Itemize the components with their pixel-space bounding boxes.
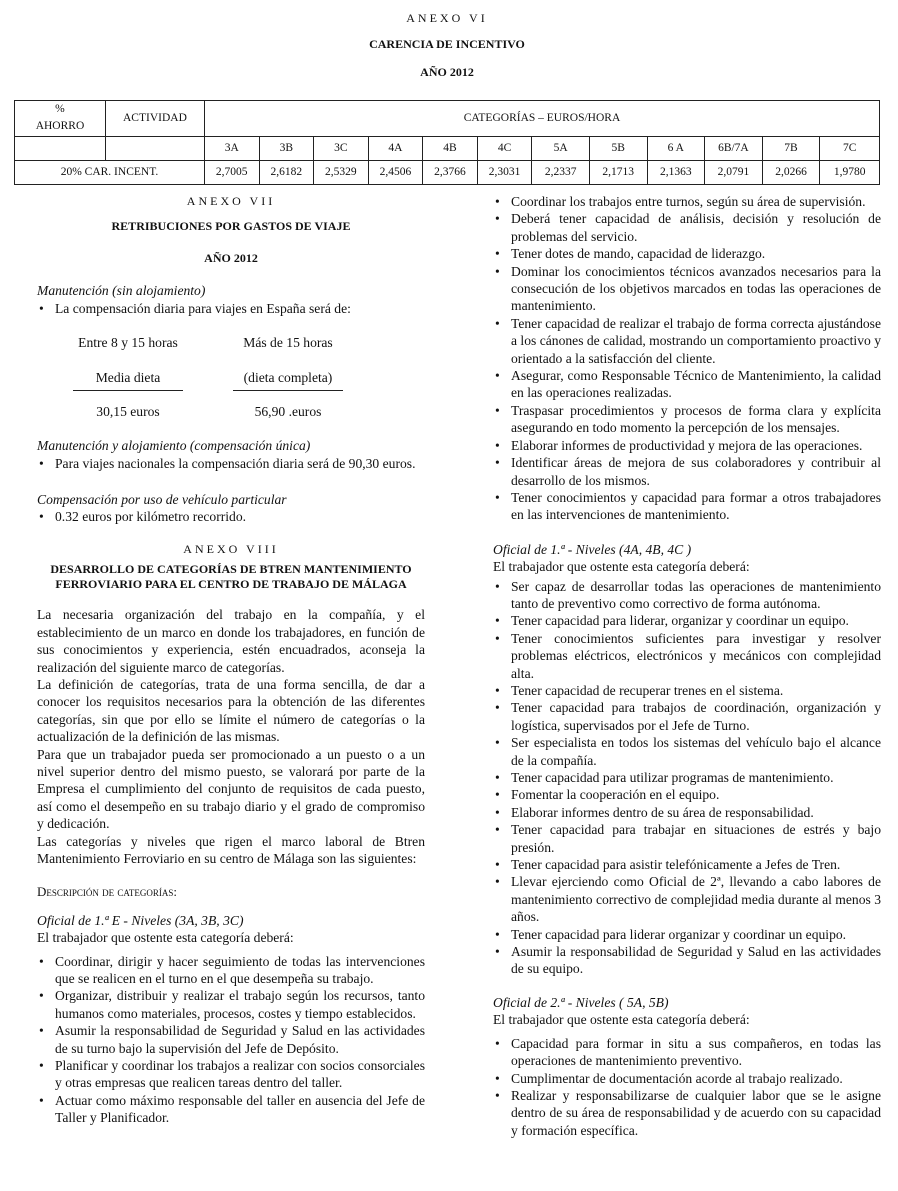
dieta-row-3 <box>63 403 353 420</box>
vehiculo-list <box>37 508 425 525</box>
cat-cell: 7C <box>820 136 880 160</box>
cat-cell: 4B <box>423 136 478 160</box>
header-actividad: ACTIVIDAD <box>105 101 204 137</box>
header-ahorro <box>15 101 106 137</box>
list-item: • Coordinar, dirigir y hacer seguimiento de todas las intervenciones que se realicen en el turno en el que desempeña su trabajo. <box>37 953 425 988</box>
oficial-2-heading: Oficial de 2.ª - Niveles ( 5A, 5B) <box>493 994 669 1010</box>
row-label: 20% CAR. INCENT. <box>15 160 205 184</box>
value-cell: 2,0266 <box>762 160 820 184</box>
annex-vi-label: ANEXO VI <box>406 11 488 25</box>
header-ahorro-label: AHORRO <box>35 120 85 133</box>
annex-vi-year: AÑO 2012 <box>420 64 474 79</box>
paragraph: La definición de categorías, trata de una forma sencilla, de dar a conocer los requisitos necesarios para la obtención de las diferentes categorías, sin que por ello se límite el número de categorías o la actualización de la definición de las mismas. <box>37 676 425 745</box>
vehiculo-heading: Compensación por uso de vehículo particular <box>37 492 287 508</box>
annex-viii-title-2: FERROVIARIO PARA EL CENTRO DE TRABAJO DE MÁLAGA <box>55 577 407 592</box>
list-item: • Organizar, distribuir y realizar el trabajo según los recursos, tanto humanos como materiales, procesos, costes y tiempo establecidos. <box>37 987 425 1022</box>
oficial-1-heading: Oficial de 1.ª - Niveles (4A, 4B, 4C ) <box>493 541 692 557</box>
cat-cell: 6B/7A <box>705 136 763 160</box>
list-item: • Tener capacidad para liderar organizar y coordinar un equipo. <box>493 926 881 943</box>
oficial-1-list <box>493 578 881 978</box>
oficial-2-intro: El trabajador que ostente esta categoría deberá: <box>493 1012 750 1028</box>
dieta-cell: (dieta completa) <box>233 369 343 390</box>
annex-vii-year: AÑO 2012 <box>204 250 258 265</box>
incentive-table <box>14 100 880 185</box>
paragraph: Para que un trabajador pueda ser promocionado a un puesto o a un nivel superior dentro del mismo puesto, se valorará por parte de la Empresa el cumplimiento del conjunto de requisitos de cada puesto, así como el desempeño en su trabajo diario y el grado de compromiso y dedicación. <box>37 746 425 832</box>
annex-viii-label: ANEXO VIII <box>183 541 279 556</box>
value-cell: 2,3031 <box>477 160 532 184</box>
value-cell: 2,7005 <box>204 160 259 184</box>
list-item: • La compensación diaria para viajes en España será de: <box>37 300 425 317</box>
list-item: • Coordinar los trabajos entre turnos, según su área de supervisión. <box>493 193 881 210</box>
annex-viii-title-1: DESARROLLO DE CATEGORÍAS DE BTREN MANTENIMIENTO <box>50 562 412 577</box>
oficial-2-list <box>493 1035 881 1139</box>
list-item: • Tener dotes de mando, capacidad de liderazgo. <box>493 245 881 262</box>
oficial-1e-list-cont <box>493 193 881 524</box>
list-item: • Asumir la responsabilidad de Seguridad y Salud en las actividades de su turno bajo la supervisión del Jefe de Depósito. <box>37 1022 425 1057</box>
dieta-cell: Entre 8 y 15 horas <box>78 335 178 351</box>
list-item: • Tener capacidad para trabajos de coordinación, organización y logística, supervisados por el Jefe de Turno. <box>493 699 881 734</box>
list-item: • Tener conocimientos suficientes para investigar y resolver problemas eléctricos, electrónicos y mecánicos con complejidad alta. <box>493 630 881 682</box>
dieta-cell: 30,15 euros <box>96 403 160 419</box>
list-item: • Para viajes nacionales la compensación diaria será de 90,30 euros. <box>37 455 425 472</box>
list-item: • Deberá tener capacidad de análisis, decisión y resolución de problemas del servicio. <box>493 210 881 245</box>
value-cell: 2,1713 <box>589 160 647 184</box>
list-item: • Tener capacidad para asistir telefónicamente a Jefes de Tren. <box>493 856 881 873</box>
dieta-cell: Media dieta <box>73 369 183 390</box>
cat-cell: 5A <box>532 136 590 160</box>
right-column <box>493 193 881 1139</box>
alojamiento-heading: Manutención y alojamiento (compensación única) <box>37 438 311 454</box>
dieta-cell: Más de 15 horas <box>243 335 333 351</box>
list-item: • 0.32 euros por kilómetro recorrido. <box>37 508 425 525</box>
annex-vii-title: RETRIBUCIONES POR GASTOS DE VIAJE <box>111 219 351 234</box>
oficial-1-intro: El trabajador que ostente esta categoría deberá: <box>493 559 750 575</box>
list-item: • Asumir la responsabilidad de Seguridad y Salud en las actividades de su equipo. <box>493 943 881 978</box>
list-item: • Asegurar, como Responsable Técnico de Mantenimiento, la calidad en las operaciones realizadas. <box>493 367 881 402</box>
list-item: • Tener capacidad para trabajar en situaciones de estrés y bajo presión. <box>493 821 881 856</box>
value-row <box>15 160 880 184</box>
dieta-cell: 56,90 .euros <box>254 403 322 419</box>
list-item: • Planificar y coordinar los trabajos a realizar con socios consorciales y otras empresas que realicen tareas dentro del taller. <box>37 1057 425 1092</box>
list-item: • Elaborar informes de productividad y mejora de las operaciones. <box>493 437 881 454</box>
list-item: • Actuar como máximo responsable del taller en ausencia del Jefe de Taller y Planificador. <box>37 1092 425 1127</box>
value-cell: 1,9780 <box>820 160 880 184</box>
list-item: • Fomentar la cooperación en el equipo. <box>493 786 881 803</box>
descripcion-heading: Descripción de categorías: <box>37 884 178 900</box>
list-item: • Ser capaz de desarrollar todas las operaciones de mantenimiento tanto de preventivo como correctivo de forma autónoma. <box>493 578 881 613</box>
paragraph: Las categorías y niveles que rigen el marco laboral de Btren Mantenimiento Ferroviario en su centro de Málaga son las siguientes: <box>37 833 425 866</box>
value-cell: 2,4506 <box>368 160 423 184</box>
category-row <box>15 136 880 160</box>
list-item: • Cumplimentar de documentación acorde al trabajo realizado. <box>493 1070 881 1087</box>
value-cell: 2,3766 <box>423 160 478 184</box>
list-item: • Traspasar procedimientos y procesos de forma clara y explícita asegurando en todo momento la percepción de los mensajes. <box>493 402 881 437</box>
empty-cell <box>105 136 204 160</box>
oficial-1e-list <box>37 953 425 1127</box>
left-column <box>37 193 425 1127</box>
empty-cell <box>15 136 106 160</box>
cat-cell: 3C <box>314 136 369 160</box>
value-cell: 2,6182 <box>259 160 314 184</box>
manutencion-list <box>37 300 425 317</box>
list-item: • Llevar ejerciendo como Oficial de 2ª, llevando a cabo labores de mantenimiento correctivo de complejidad media durante al menos 3 años. <box>493 873 881 925</box>
cat-cell: 6 A <box>647 136 705 160</box>
list-item: • Tener capacidad para utilizar programas de mantenimiento. <box>493 769 881 786</box>
cat-cell: 5B <box>589 136 647 160</box>
alojamiento-list <box>37 455 425 472</box>
list-item: • Tener capacidad de recuperar trenes en el sistema. <box>493 682 881 699</box>
list-item: • Identificar áreas de mejora de sus colaboradores y contribuir al desarrollo de los mismos. <box>493 454 881 489</box>
list-item: • Capacidad para formar in situ a sus compañeros, en todas las operaciones de mantenimiento preventivo. <box>493 1035 881 1070</box>
oficial-1e-intro: El trabajador que ostente esta categoría deberá: <box>37 930 294 946</box>
list-item: • Dominar los conocimientos técnicos avanzados necesarios para la consecución de los objetivos marcados en todas las operaciones de mantenimiento. <box>493 263 881 315</box>
dieta-row-1 <box>63 334 353 351</box>
cat-cell: 3A <box>204 136 259 160</box>
annex-vii-label: ANEXO VII <box>186 194 276 208</box>
value-cell: 2,2337 <box>532 160 590 184</box>
dieta-row-2 <box>63 369 353 390</box>
header-categorias: CATEGORÍAS – EUROS/HORA <box>204 101 879 137</box>
value-cell: 2,1363 <box>647 160 705 184</box>
cat-cell: 4C <box>477 136 532 160</box>
list-item: • Ser especialista en todos los sistemas del vehículo bajo el alcance de la compañía. <box>493 734 881 769</box>
cat-cell: 7B <box>762 136 820 160</box>
value-cell: 2,5329 <box>314 160 369 184</box>
annex-vi-header <box>14 10 880 81</box>
oficial-1e-heading: Oficial de 1.ª E - Niveles (3A, 3B, 3C) <box>37 912 244 928</box>
list-item: • Realizar y responsabilizarse de cualquier labor que se le asigne dentro de su área de responsabilidad y de acuerdo con su capacidad y formación específica. <box>493 1087 881 1139</box>
list-item: • Tener conocimientos y capacidad para formar a otros trabajadores en las intervenciones de mantenimiento. <box>493 489 881 524</box>
list-item: • Tener capacidad de realizar el trabajo de forma correcta ajustándose a los cánones de calidad, mostrando un comportamiento proactivo y orientado a la satisfacción del cliente. <box>493 315 881 367</box>
manutencion-heading: Manutención (sin alojamiento) <box>37 283 206 299</box>
annex-vi-title: CARENCIA DE INCENTIVO <box>369 37 525 52</box>
cat-cell: 3B <box>259 136 314 160</box>
value-cell: 2,0791 <box>705 160 763 184</box>
paragraph: La necesaria organización del trabajo en la compañía, y el establecimiento de un marco en donde los trabajadores, en función de sus conocimientos y experiencia, estén encuadrados, aconseja la realización del siguiente marco de categorías. <box>37 607 425 675</box>
cat-cell: 4A <box>368 136 423 160</box>
list-item: • Tener capacidad para liderar, organizar y coordinar un equipo. <box>493 612 881 629</box>
header-ahorro-percent: % <box>55 103 65 115</box>
list-item: • Elaborar informes dentro de su área de responsabilidad. <box>493 804 881 821</box>
intro-paragraphs <box>37 606 425 867</box>
